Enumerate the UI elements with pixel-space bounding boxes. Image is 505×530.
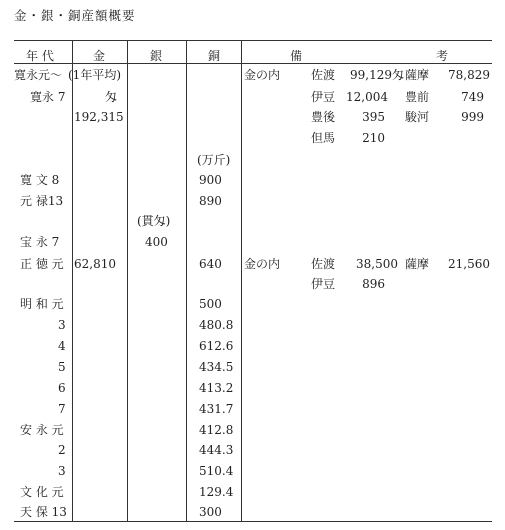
note-province: 伊豆 [311, 90, 336, 104]
copper-cell: 413.2 [199, 381, 234, 395]
table-top-rule [14, 40, 492, 41]
note-province: 薩摩 [405, 257, 430, 271]
note-label: 金の内 [244, 257, 281, 271]
note-amount: 999 [461, 110, 484, 124]
copper-cell: 900 [199, 173, 222, 187]
era-cell: 文 化 元 [20, 485, 64, 499]
note-province: 佐渡 [311, 257, 336, 271]
gold-cell: (1年平均) [68, 68, 121, 82]
col-divider-1 [72, 40, 73, 522]
copper-cell: 510.4 [199, 464, 234, 478]
era-cell: 宝 永 7 [20, 235, 60, 249]
copper-cell: 412.8 [199, 423, 234, 437]
header-gold: 金 [93, 49, 106, 63]
era-cell: 正 徳 元 [20, 257, 64, 271]
copper-cell: 890 [199, 194, 222, 208]
header-note-1: 備 [290, 49, 303, 63]
header-era: 年 代 [26, 49, 54, 63]
header-note-2: 考 [436, 49, 449, 63]
note-amount: 21,560 [448, 257, 490, 271]
header-silver: 銀 [150, 49, 163, 63]
col-divider-3 [186, 40, 187, 522]
silver-cell: 400 [145, 235, 168, 249]
gold-cell: 192,315 [74, 110, 124, 124]
copper-cell: 480.8 [199, 318, 234, 332]
era-cell: 寛 文 8 [20, 173, 60, 187]
copper-cell: 640 [199, 257, 222, 271]
era-cell: 3 [58, 318, 66, 332]
era-cell: 5 [58, 360, 66, 374]
note-province: 駿河 [405, 110, 430, 124]
note-amount: 78,829 [448, 68, 490, 82]
copper-cell: 500 [199, 297, 222, 311]
note-amount: 38,500 [356, 257, 398, 271]
copper-cell: 434.5 [199, 360, 234, 374]
table-bottom-rule [14, 521, 492, 522]
note-label: 金の内 [244, 68, 281, 82]
copper-cell: 431.7 [199, 402, 234, 416]
era-cell: 3 [58, 464, 66, 478]
note-amount: 749 [461, 90, 484, 104]
era-cell: 2 [58, 443, 66, 457]
era-cell: 4 [58, 339, 66, 353]
era-cell: 7 [58, 402, 66, 416]
era-cell: 寛永元〜 [14, 68, 63, 82]
era-cell: 天 保 13 [20, 505, 67, 519]
note-amount: 12,004 [346, 90, 388, 104]
col-divider-2 [127, 40, 128, 522]
gold-cell: 62,810 [74, 257, 116, 271]
note-amount: 896 [362, 277, 385, 291]
note-amount: 395 [362, 110, 385, 124]
era-cell: 安 永 元 [20, 423, 64, 437]
note-province: 伊豆 [311, 277, 336, 291]
note-province: 薩摩 [405, 68, 430, 82]
copper-cell: 300 [199, 505, 222, 519]
gold-cell: 匁 [105, 90, 118, 104]
era-cell: 元 禄13 [20, 194, 64, 208]
col-divider-4 [241, 40, 242, 522]
note-amount: 210 [362, 131, 385, 145]
copper-cell: 444.3 [199, 443, 234, 457]
note-province: 豊後 [311, 110, 336, 124]
header-copper: 銅 [208, 49, 221, 63]
note-amount: 99,129匁 [350, 68, 404, 82]
era-cell: 6 [58, 381, 66, 395]
era-cell: 寛永 7 [30, 90, 66, 104]
note-province: 豊前 [405, 90, 430, 104]
note-province: 但馬 [311, 131, 336, 145]
copper-unit: (万斤) [197, 153, 231, 167]
copper-cell: 129.4 [199, 485, 234, 499]
page-title: 金・銀・銅産額概要 [14, 8, 136, 23]
table-header-rule [14, 63, 492, 64]
era-cell: 明 和 元 [20, 297, 64, 311]
silver-unit: (貫匁) [137, 214, 171, 228]
copper-cell: 612.6 [199, 339, 234, 353]
note-province: 佐渡 [311, 68, 336, 82]
